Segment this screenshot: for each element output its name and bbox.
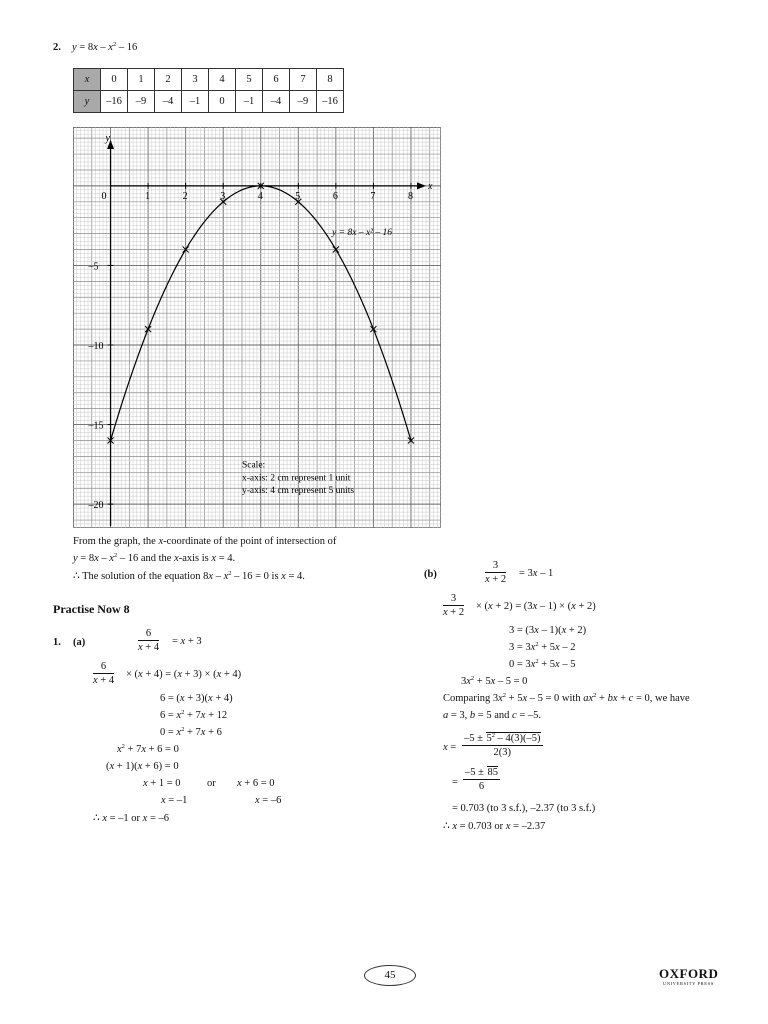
part-a-label: (a) (73, 637, 86, 648)
denominator: 6 (478, 781, 485, 792)
table-cell: –1 (236, 91, 263, 113)
y-tick-label: –15 (88, 420, 104, 432)
table-cell: –16 (317, 91, 344, 113)
table-cell: 8 (317, 69, 344, 91)
y-axis-label: y (105, 133, 111, 144)
part-a-line-10: ∴ x = –1 or x = –6 (93, 813, 169, 824)
x-tick-label: 3 (220, 190, 226, 202)
part-a-or: or (207, 778, 216, 789)
publisher-logo: OXFORD (659, 966, 719, 981)
table-cell: –1 (182, 91, 209, 113)
x-axis-label: x (428, 180, 433, 192)
part-b-simplified (463, 767, 500, 792)
scale-title: Scale: (241, 460, 266, 471)
question-number: 2. (53, 42, 61, 53)
y-tick-label: –10 (88, 341, 104, 353)
part-a-fraction-1 (138, 628, 159, 653)
part-a-fraction-2 (93, 661, 114, 686)
part-b-eq2: × (x + 2) = (3x – 1) × (x + 2) (476, 601, 596, 612)
conclusion-line-3: ∴ The solution of the equation $8x - x^2 - 16 = 0$ is x = 4. (73, 570, 305, 582)
table-cell: –4 (263, 91, 290, 113)
numerator: 3 (485, 560, 506, 573)
x-tick-label: 8 (407, 190, 413, 202)
table-cell: 5 (236, 69, 263, 91)
part-b-line-6: $3x^2 + 5x - 5 = 0$ (461, 675, 528, 687)
publisher-sub: UNIVERSITY PRESS (663, 981, 714, 986)
numerator: 6 (93, 661, 114, 674)
quadratic-graph (73, 127, 441, 528)
x-tick-label: 0 (101, 190, 107, 202)
part-a-eq1-rhs: = x + 3 (172, 636, 202, 647)
section-title: Practise Now 8 (53, 602, 130, 616)
table-cell: 2 (155, 69, 182, 91)
x-tick-label: 6 (332, 190, 338, 202)
part-a-line-6: $x^2 + 7x + 6 = 0$ (117, 743, 179, 755)
part-a-line-5: $0 = x^2 + 7x + 6$ (160, 726, 222, 738)
table-cell: 0 (101, 69, 128, 91)
denominator: x + 2 (485, 574, 507, 585)
part-a-line-9b: x = –6 (255, 795, 282, 806)
part-a-line-7: (x + 1)(x + 6) = 0 (106, 761, 179, 772)
part-b-fraction-1 (485, 560, 506, 585)
x-tick-label: 4 (257, 190, 263, 202)
x-tick-label: 7 (370, 190, 376, 202)
part-b-line-7: Comparing $3x^2 + 5x - 5 = 0$ with $ax^2$ + bx + c = 0, we have (443, 692, 690, 704)
table-cell: 1 (128, 69, 155, 91)
conclusion-line-1: From the graph, the x-coordinate of the point of intersection of (73, 536, 337, 547)
numerator: 3 (443, 593, 464, 606)
part-a-line-8b: x + 6 = 0 (237, 778, 275, 789)
part-b-final: ∴ x = 0.703 or x = –2.37 (443, 821, 546, 832)
table-cell: 6 (263, 69, 290, 91)
denominator: x + 4 (138, 642, 160, 653)
denominator: 2(3) (493, 747, 511, 758)
part-a-line-9a: x = –1 (161, 795, 188, 806)
table-header-y: y (74, 91, 101, 113)
x-tick-label: 1 (145, 190, 151, 202)
part-b-eq-sign: = (452, 777, 458, 788)
part-b-line-3: 3 = (3x – 1)(x + 2) (509, 625, 587, 636)
y-tick-label: –5 (88, 261, 99, 273)
numerator: –5 ± 85 (465, 767, 499, 778)
part-b-label: (b) (424, 569, 437, 580)
x-tick-label: 2 (182, 190, 188, 202)
conclusion-line-2: $y = 8x - x^2 - 16$ and the x-axis is x = 4. (73, 552, 236, 564)
numerator: 6 (138, 628, 159, 641)
part-a-line-8a: x + 1 = 0 (143, 778, 181, 789)
part-a-eq2: × (x + 4) = (x + 3) × (x + 4) (126, 669, 242, 680)
part-b-approx: = 0.703 (to 3 s.f.), –2.37 (to 3 s.f.) (452, 803, 596, 814)
part-b-quadratic-formula (462, 733, 543, 758)
table-header-x: x (74, 69, 101, 91)
part-a-line-4: $6 = x^2 + 7x + 12$ (160, 709, 228, 721)
table-row-y (74, 91, 344, 113)
part-b-line-5: $0 = 3x^2 + 5x - 5$ (509, 658, 576, 670)
part-b-x-equals: x = (443, 742, 457, 753)
table-cell: –9 (128, 91, 155, 113)
question-equation: $y = 8x - x^2 - 16$ (72, 41, 138, 53)
page-number: 45 (364, 965, 416, 986)
table-cell: 7 (290, 69, 317, 91)
part-b-eq1-rhs: = 3x – 1 (519, 568, 554, 579)
table-cell: 4 (209, 69, 236, 91)
part-b-line-4: $3 = 3x^2 + 5x - 2$ (509, 641, 576, 653)
y-tick-label: –20 (88, 500, 104, 512)
part-b-line-8: a = 3, b = 5 and c = –5. (443, 710, 541, 721)
denominator: x + 2 (443, 607, 465, 618)
values-table (73, 68, 344, 113)
denominator: x + 4 (93, 675, 115, 686)
scale-x-note: x-axis: 2 cm represent 1 unit (241, 473, 351, 484)
scale-y-note: y-axis: 4 cm represent 5 units (241, 485, 355, 496)
q1-number: 1. (53, 637, 61, 648)
x-tick-label: 5 (295, 190, 301, 202)
table-cell: –9 (290, 91, 317, 113)
numerator: $-5 \pm 5^2 - 4(3)(-5)$ (464, 732, 541, 744)
table-cell: 0 (209, 91, 236, 113)
part-b-fraction-2 (443, 593, 464, 618)
part-a-line-3: 6 = (x + 3)(x + 4) (160, 693, 233, 704)
table-cell: –4 (155, 91, 182, 113)
curve-label: y = 8x – x² – 16 (332, 228, 393, 239)
table-cell: –16 (101, 91, 128, 113)
table-row-x (74, 69, 344, 91)
table-cell: 3 (182, 69, 209, 91)
